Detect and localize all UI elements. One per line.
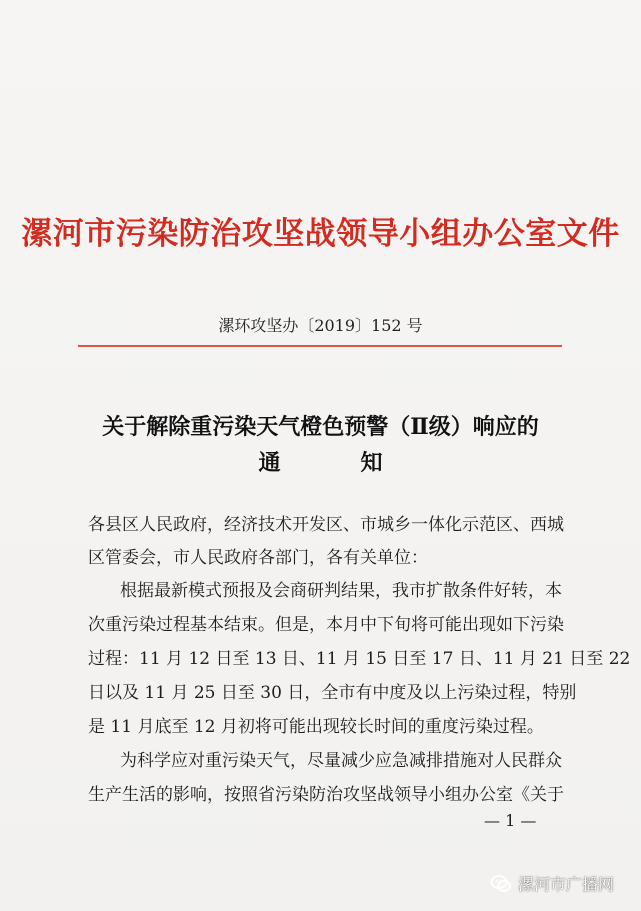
body-line: 生产生活的影响，按照省污染防治攻坚战领导小组办公室《关于 <box>88 785 564 805</box>
notice-title-line-2: 通知 <box>258 450 463 476</box>
body-line: 次重污染过程基本结束。但是，本月中下旬将可能出现如下污染 <box>88 615 564 635</box>
body-line: 为科学应对重污染天气，尽量减少应急减排措施对人民群众 <box>120 751 562 771</box>
body-line: 日以及 11 月 25 日至 30 日，全市有中度及以上污染过程，特别 <box>88 683 577 703</box>
document-header-title: 漯河市污染防治攻坚战领导小组办公室文件 <box>21 216 620 252</box>
watermark <box>490 872 614 895</box>
red-divider <box>78 345 562 347</box>
body-line: 各县区人民政府，经济技术开发区、市城乡一体化示范区、西城 <box>88 515 564 535</box>
body-line: 根据最新模式预报及会商研判结果，我市扩散条件好转，本 <box>120 581 562 601</box>
body-line: 是 11 月底至 12 月初将可能出现较长时间的重度污染过程。 <box>88 717 544 737</box>
notice-title-line-1: 关于解除重污染天气橙色预警（Ⅱ级）响应的 <box>102 414 539 440</box>
document-number: 漯环攻坚办〔2019〕152 号 <box>218 316 423 335</box>
body-line: 区管委会，市人民政府各部门，各有关单位： <box>88 548 428 568</box>
page-number: — 1 — <box>484 811 537 830</box>
watermark-text: 漯河市广播网 <box>518 875 615 894</box>
wechat-icon <box>490 873 512 895</box>
notice-body <box>88 510 631 840</box>
body-line: 过程：11 月 12 日至 13 日、11 月 15 日至 17 日、11 月 21 日至 22 <box>88 649 631 669</box>
